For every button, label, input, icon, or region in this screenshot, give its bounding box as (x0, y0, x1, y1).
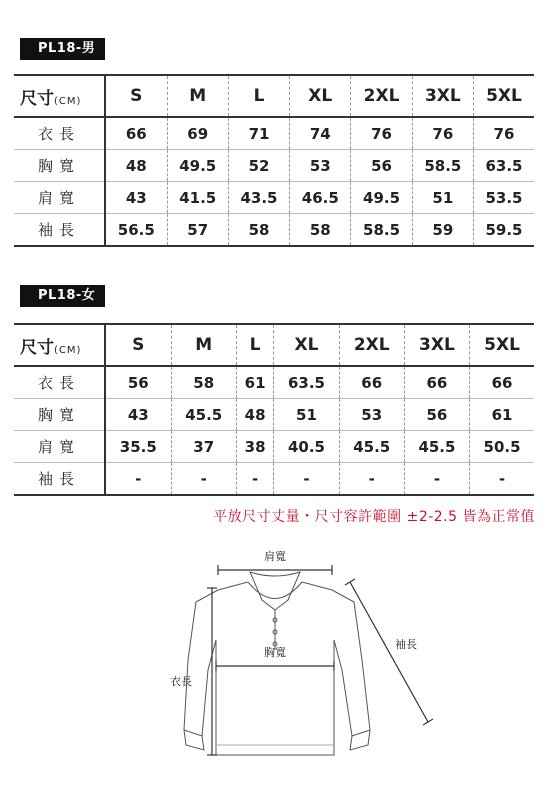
table-cell: - (105, 463, 171, 496)
size-column-header: S (105, 324, 171, 366)
size-column-header: S (105, 75, 167, 117)
table-cell: 37 (171, 431, 236, 463)
size-column-header: L (228, 75, 289, 117)
table-row (14, 182, 534, 214)
table-cell: 35.5 (105, 431, 171, 463)
table-cell: 63.5 (473, 150, 534, 182)
size-column-header: M (167, 75, 228, 117)
size-column-header: 5XL (470, 324, 534, 366)
table-cell: 56 (105, 366, 171, 399)
table-cell: 58.5 (412, 150, 473, 182)
table-cell: 41.5 (167, 182, 228, 214)
size-heading: 尺寸 (20, 337, 54, 358)
header-size-label (14, 75, 105, 117)
table-cell: 76 (412, 117, 473, 150)
table-row (14, 117, 534, 150)
table-row (14, 150, 534, 182)
table-cell: 52 (228, 150, 289, 182)
table-cell: 76 (351, 117, 412, 150)
table-cell: 53 (339, 399, 404, 431)
table-cell: 46.5 (290, 182, 351, 214)
table-row (14, 431, 534, 463)
table-cell: 40.5 (274, 431, 339, 463)
sleeve-label: 袖長 (395, 638, 417, 651)
size-column-header: 3XL (404, 324, 469, 366)
table-cell: 51 (274, 399, 339, 431)
unit-label: (CM) (54, 95, 82, 107)
table-cell: 69 (167, 117, 228, 150)
row-label: 胸寬 (14, 150, 105, 182)
table-cell: - (236, 463, 274, 496)
row-label: 胸寬 (14, 399, 105, 431)
table-cell: 58 (171, 366, 236, 399)
size-column-header: 3XL (412, 75, 473, 117)
row-label: 肩寬 (14, 182, 105, 214)
table-cell: 56 (351, 150, 412, 182)
table-cell: 66 (105, 117, 167, 150)
table-cell: - (274, 463, 339, 496)
table-cell: 59.5 (473, 214, 534, 247)
table-cell: 59 (412, 214, 473, 247)
table-cell: 56.5 (105, 214, 167, 247)
size-heading: 尺寸 (20, 88, 54, 109)
table-cell: 56 (404, 399, 469, 431)
table-cell: - (171, 463, 236, 496)
size-column-header: 2XL (339, 324, 404, 366)
length-label: 衣長 (170, 675, 192, 688)
size-column-header: XL (290, 75, 351, 117)
size-table-women (14, 323, 534, 496)
table-row (14, 366, 534, 399)
table-cell: 43 (105, 399, 171, 431)
table-cell: 76 (473, 117, 534, 150)
table-cell: - (339, 463, 404, 496)
table-cell: 48 (105, 150, 167, 182)
table-cell: 74 (290, 117, 351, 150)
table-cell: 66 (470, 366, 534, 399)
table-cell: 71 (228, 117, 289, 150)
table-cell: 53 (290, 150, 351, 182)
table-row (14, 399, 534, 431)
row-label: 肩寬 (14, 431, 105, 463)
table-cell: - (404, 463, 469, 496)
table-cell: 43.5 (228, 182, 289, 214)
shirt-measurement-diagram (140, 540, 440, 785)
table-cell: 57 (167, 214, 228, 247)
size-column-header: M (171, 324, 236, 366)
table-tag-men: PL18-男 (20, 38, 105, 60)
header-size-label (14, 324, 105, 366)
table-cell: 38 (236, 431, 274, 463)
table-cell: 45.5 (404, 431, 469, 463)
chest-label: 胸寬 (264, 646, 286, 659)
row-label: 袖長 (14, 214, 105, 247)
row-label: 衣長 (14, 366, 105, 399)
table-cell: 43 (105, 182, 167, 214)
table-cell: 48 (236, 399, 274, 431)
table-cell: 61 (236, 366, 274, 399)
measurement-note: 平放尺寸丈量・尺寸容許範圍 ±2-2.5 皆為正常值 (213, 509, 535, 525)
table-cell: 45.5 (171, 399, 236, 431)
table-cell: 49.5 (167, 150, 228, 182)
row-label: 袖長 (14, 463, 105, 496)
table-cell: 58.5 (351, 214, 412, 247)
table-cell: 50.5 (470, 431, 534, 463)
table-cell: 66 (339, 366, 404, 399)
table-cell: - (470, 463, 534, 496)
table-cell: 51 (412, 182, 473, 214)
table-cell: 45.5 (339, 431, 404, 463)
size-table-men (14, 74, 534, 247)
table-cell: 53.5 (473, 182, 534, 214)
size-column-header: 2XL (351, 75, 412, 117)
size-column-header: 5XL (473, 75, 534, 117)
shoulder-label: 肩寬 (264, 550, 286, 563)
table-tag-women: PL18-女 (20, 285, 105, 307)
unit-label: (CM) (54, 344, 82, 356)
table-cell: 49.5 (351, 182, 412, 214)
table-cell: 63.5 (274, 366, 339, 399)
row-label: 衣長 (14, 117, 105, 150)
table-cell: 58 (290, 214, 351, 247)
table-cell: 58 (228, 214, 289, 247)
size-column-header: L (236, 324, 274, 366)
table-row (14, 463, 534, 496)
table-cell: 61 (470, 399, 534, 431)
table-row (14, 214, 534, 247)
table-cell: 66 (404, 366, 469, 399)
size-column-header: XL (274, 324, 339, 366)
